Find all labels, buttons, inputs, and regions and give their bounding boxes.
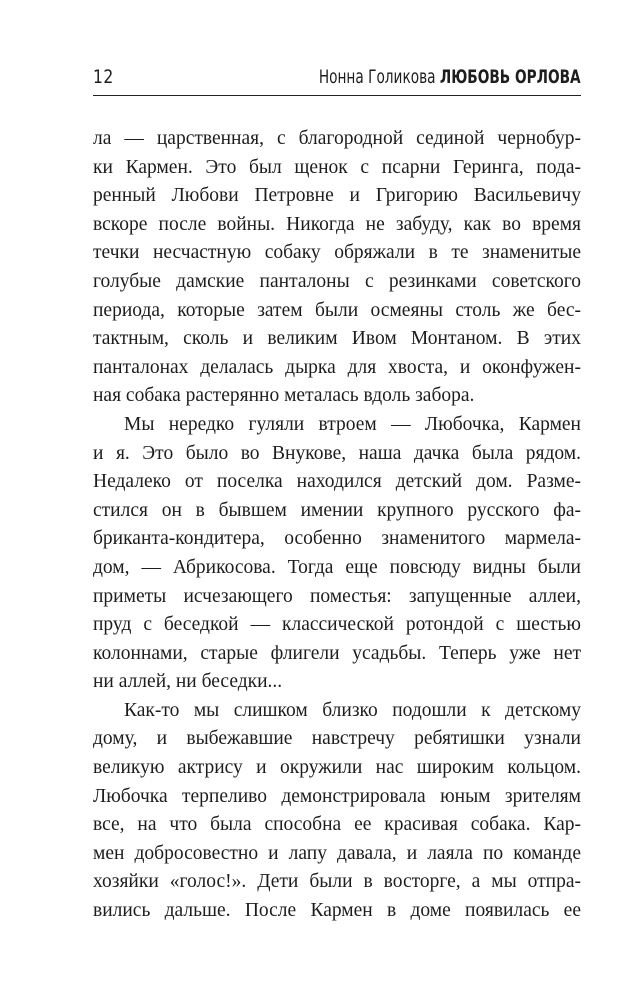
text-line: вскоре после войны. Никогда не забуду, как во время — [93, 213, 581, 235]
text-line: Как-то мы слишком близко подошли к детскому — [124, 699, 581, 721]
running-title-book: ЛЮБОВЬ ОРЛОВА — [440, 66, 581, 88]
text-line: ная собака растерянно металась вдоль забора. — [93, 385, 475, 407]
text-line: колоннами, старые флигели усадьбы. Теперь уже нет — [93, 642, 581, 664]
running-title-author: Нонна Голикова — [319, 66, 436, 88]
body-text — [93, 125, 581, 926]
page-number: 12 — [93, 66, 114, 88]
text-line: великую актрису и окружили нас широким кольцом. — [93, 757, 581, 779]
text-line: мен добросовестно и лапу давала, и лаяла по команде — [93, 842, 581, 864]
text-line: приметы исчезающего поместья: запущенные аллеи, — [93, 585, 581, 607]
text-line: вились дальше. После Кармен в доме появилась ее — [93, 900, 581, 922]
text-line: панталонах делалась дырка для хвоста, и оконфужен- — [93, 356, 581, 378]
text-line: дом, — Абрикосова. Тогда еще повсюду видны были — [93, 556, 581, 578]
text-line: Любочка терпеливо демонстрировала юным зрителям — [93, 785, 581, 807]
text-line: Мы нередко гуляли втроем — Любочка, Кармен — [124, 413, 581, 435]
text-line: дому, и выбежавшие навстречу ребятишки узнали — [93, 728, 581, 750]
header-rule — [93, 95, 581, 96]
text-line: ни аллей, ни беседки... — [93, 671, 283, 693]
text-line: и я. Это было во Внукове, наша дачка была рядом. — [93, 442, 581, 464]
text-line: тактным, сколь и великим Ивом Монтаном. В этих — [93, 328, 581, 350]
text-line: хозяйки «голос!». Дети были в восторге, а мы отпра- — [93, 871, 581, 893]
text-line: все, на что была способна ее красивая собака. Кар- — [93, 814, 581, 836]
text-line: течки несчастную собаку обряжали в те знаменитые — [93, 242, 581, 264]
text-line: ла — царственная, с благородной сединой чернобур- — [93, 128, 581, 149]
text-line: Недалеко от поселка находился детский дом. Разме- — [93, 471, 581, 493]
text-line: бриканта-кондитера, особенно знаменитого мармела- — [93, 528, 581, 550]
text-line: пруд с беседкой — классической ротондой с шестью — [93, 614, 581, 636]
text-line: стился он в бывшем имении крупного русского фа- — [93, 499, 581, 521]
text-line: голубые дамские панталоны с резинками советского — [93, 270, 581, 292]
page-header — [93, 66, 581, 96]
text-line: ренный Любови Петровне и Григорию Васильевичу — [93, 185, 581, 207]
text-line: периода, которые затем были осмеяны столь же бес- — [93, 299, 581, 321]
running-title — [319, 66, 581, 88]
text-line: ки Кармен. Это был щенок с псарни Геринга, пода- — [93, 156, 581, 178]
